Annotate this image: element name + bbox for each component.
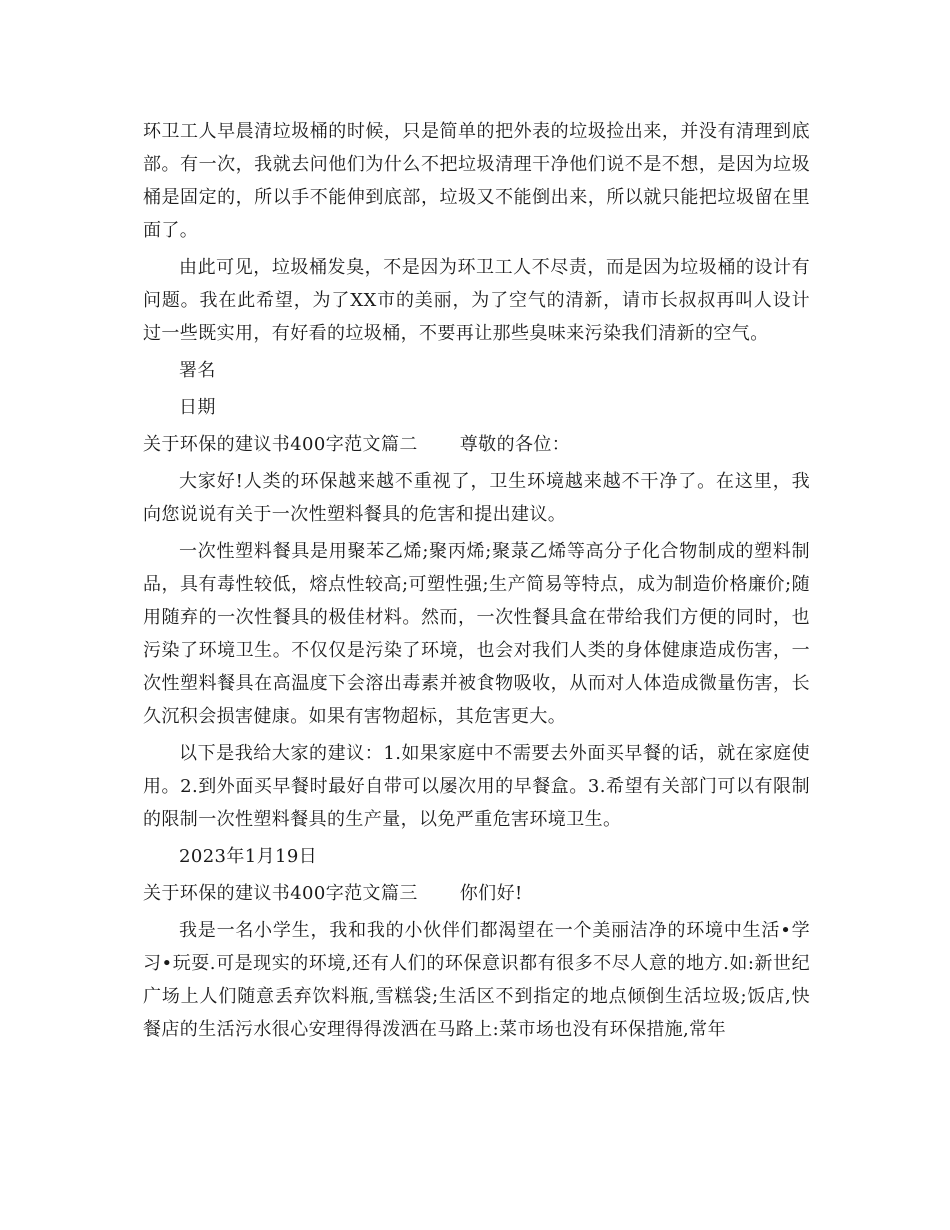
- paragraph-1: 环卫工人早晨清垃圾桶的时候，只是简单的把外表的垃圾捡出来，并没有清理到底部。有一次，我就去问他们为什么不把垃圾清理干净他们说不是不想，是因为垃圾桶是固定的，所以手不能伸到底部，垃圾又不能倒出来，所以就只能把垃圾留在里面了。: [143, 121, 810, 241]
- date-line: 2023年1月19日: [179, 846, 318, 867]
- paragraph-3: 大家好!人类的环保越来越不重视了，卫生环境越来越不干净了。在这里，我向您说说有关于一次性塑料餐具的危害和提出建议。: [143, 471, 810, 525]
- paragraph-5: 以下是我给大家的建议：1.如果家庭中不需要去外面买早餐的话，就在家庭使用。2.到外面买早餐时最好自带可以屡次用的早餐盒。3.希望有关部门可以有限制的限制一次性塑料餐具的生产量，以免严重危害环境卫生。: [143, 743, 810, 830]
- document-body: [143, 115, 810, 1050]
- paragraph-6: 我是一名小学生，我和我的小伙伴们都渴望在一个美丽洁净的环境中生活•学习•玩耍.可是现实的环境,还有人们的环保意识都有很多不尽人意的地方.如:新世纪广场上人们随意丢弃饮料瓶,雪糕袋;生活区不到指定的地点倾倒生活垃圾;饭店,快餐店的生活污水很心安理得得泼洒在马路上:菜市场也没有环保措施,常年: [143, 920, 810, 1040]
- section-heading-3-title: 关于环保的建议书400字范文篇三: [143, 883, 418, 904]
- section-heading-3-greeting: 你们好!: [459, 883, 523, 904]
- section-heading-2-title: 关于环保的建议书400字范文篇二: [143, 434, 418, 455]
- date-label-line: 日期: [179, 397, 216, 418]
- paragraph-4: 一次性塑料餐具是用聚苯乙烯;聚丙烯;聚菉乙烯等高分子化合物制成的塑料制品，具有毒性较低，熔点性较高;可塑性强;生产简易等特点，成为制造价格廉价;随用随弃的一次性餐具的极佳材料。然而，一次性餐具盒在带给我们方便的同时，也污染了环境卫生。不仅仅是污染了环境，也会对我们人类的身体健康造成伤害，一次性塑料餐具在高温度下会溶出毒素并被食物吸收，从而对人体造成微量伤害，长久沉积会损害健康。如果有害物超标，其危害更大。: [143, 541, 810, 727]
- signature-line: 署名: [179, 360, 216, 381]
- section-heading-2: [143, 428, 810, 461]
- paragraph-2: 由此可见，垃圾桶发臭，不是因为环卫工人不尽责，而是因为垃圾桶的设计有问题。我在此希望，为了XX市的美丽，为了空气的清新，请市长叔叔再叫人设计过一些既实用，有好看的垃圾桶，不要再让那些臭味来污染我们清新的空气。: [143, 257, 810, 344]
- section-heading-2-greeting: 尊敬的各位：: [459, 434, 571, 455]
- section-heading-3: [143, 877, 810, 910]
